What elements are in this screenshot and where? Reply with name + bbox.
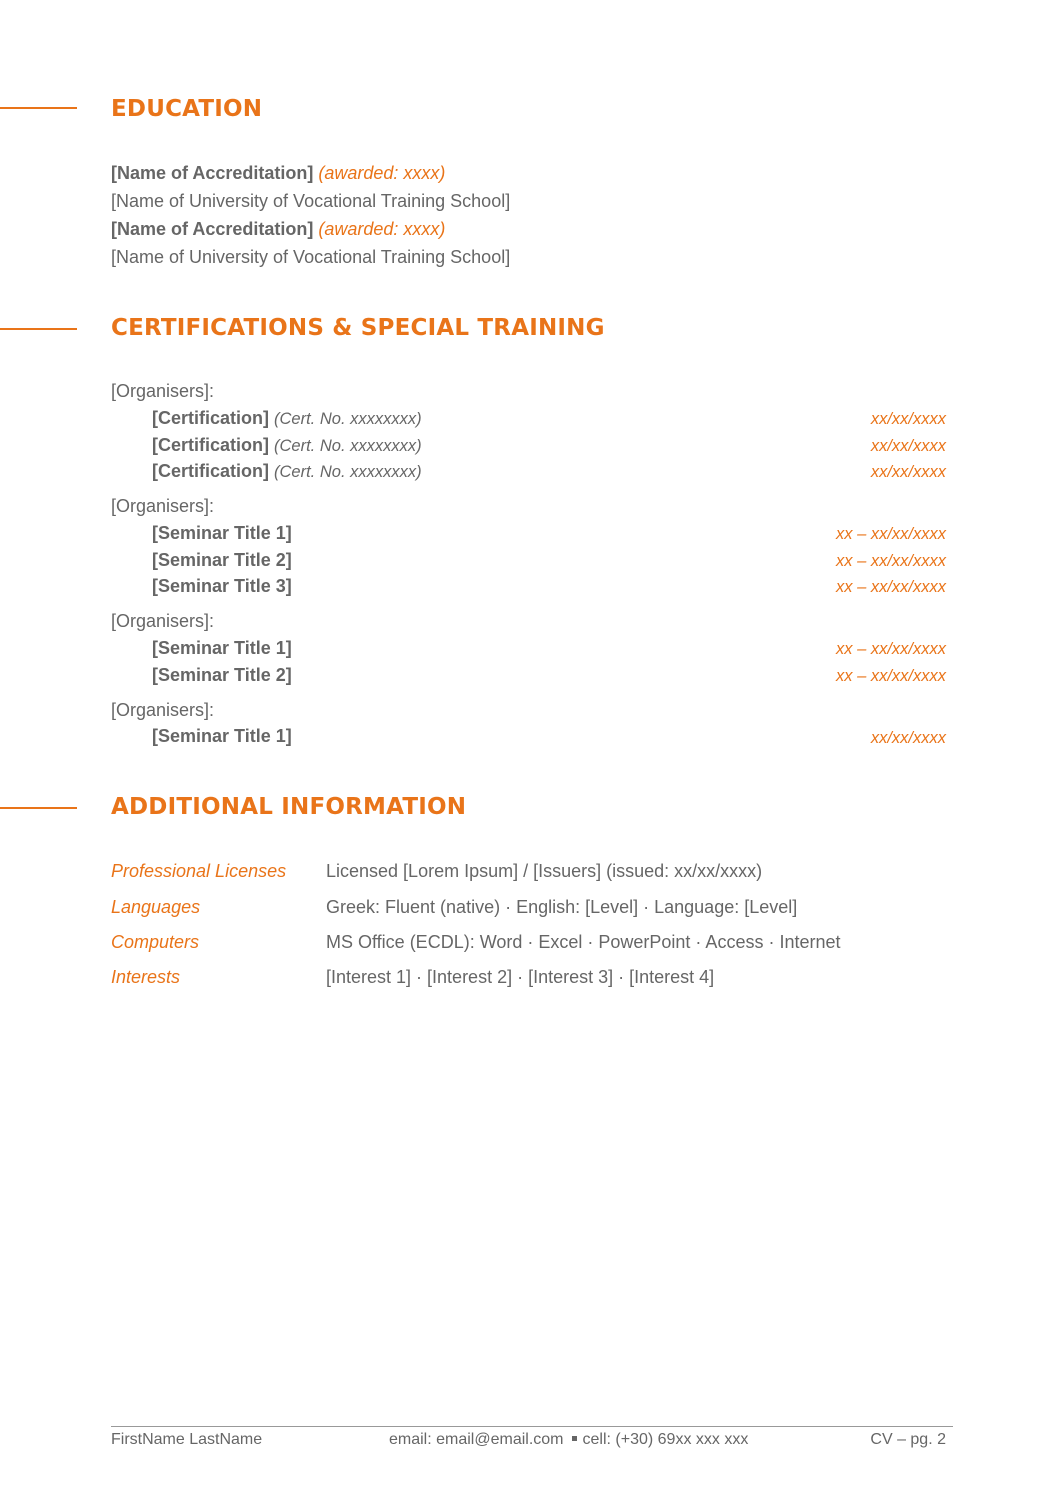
seminar-title: [Seminar Title 1] [152, 726, 292, 746]
seminar-date: xx – xx/xx/xxxx [835, 640, 946, 658]
additional-heading: ADDITIONAL INFORMATION [111, 794, 467, 820]
seminar-title: [Seminar Title 2] [152, 665, 292, 685]
seminar-date: xx – xx/xx/xxxx [835, 525, 946, 543]
education-entry-1 [111, 162, 445, 184]
seminar-title: [Seminar Title 1] [152, 523, 292, 543]
certification-title: [Certification] [152, 461, 269, 481]
education-heading: EDUCATION [111, 96, 263, 122]
section-rule-additional [0, 807, 77, 809]
certification-date: xx/xx/xxxx [870, 410, 946, 428]
info-value: Greek: Fluent (native) · English: [Level] · Language: [Level] [326, 897, 798, 917]
education-school-1: [Name of University of Vocational Training School] [111, 191, 511, 211]
section-rule-certifications [0, 328, 77, 330]
section-rule-education [0, 107, 77, 109]
organiser-label: [Organisers]: [111, 381, 215, 401]
info-value: MS Office (ECDL): Word · Excel · PowerPoint · Access · Internet [326, 932, 841, 952]
seminar-title: [Seminar Title 2] [152, 550, 292, 570]
seminar-title: [Seminar Title 1] [152, 638, 292, 658]
seminar-title: [Seminar Title 3] [152, 576, 292, 596]
certifications-heading: CERTIFICATIONS & SPECIAL TRAINING [111, 315, 605, 341]
seminar-date: xx – xx/xx/xxxx [835, 552, 946, 570]
certification-title: [Certification] [152, 408, 269, 428]
certification-date: xx/xx/xxxx [870, 463, 946, 481]
footer-cell: cell: (+30) 69xx xxx xxx [582, 1431, 749, 1448]
bullet-icon [572, 1436, 577, 1441]
seminar-date: xx – xx/xx/xxxx [835, 667, 946, 685]
seminar-date: xx/xx/xxxx [870, 729, 946, 747]
footer-name: FirstName LastName [111, 1431, 263, 1448]
education-school-2: [Name of University of Vocational Training School] [111, 247, 511, 267]
info-label: Professional Licenses [111, 861, 287, 881]
info-value: Licensed [Lorem Ipsum] / [Issuers] (issued: xx/xx/xxxx) [326, 861, 763, 881]
certification-item [152, 407, 422, 430]
info-value: [Interest 1] · [Interest 2] · [Interest 3] · [Interest 4] [326, 967, 715, 987]
accreditation-name: [Name of Accreditation] [111, 163, 314, 183]
organiser-label: [Organisers]: [111, 611, 215, 631]
certification-number: (Cert. No. xxxxxxxx) [274, 463, 422, 481]
seminar-date: xx – xx/xx/xxxx [835, 578, 946, 596]
awarded-year: (awarded: xxxx) [318, 219, 446, 239]
info-label: Languages [111, 897, 201, 917]
certification-number: (Cert. No. xxxxxxxx) [274, 410, 422, 428]
certification-date: xx/xx/xxxx [870, 437, 946, 455]
info-label: Interests [111, 967, 181, 987]
footer-contact [389, 1431, 748, 1449]
info-label: Computers [111, 932, 200, 952]
organiser-label: [Organisers]: [111, 496, 215, 516]
certification-title: [Certification] [152, 435, 269, 455]
footer-rule [111, 1426, 953, 1427]
certification-item [152, 434, 422, 457]
accreditation-name: [Name of Accreditation] [111, 219, 314, 239]
footer-page-number: CV – pg. 2 [870, 1431, 946, 1448]
certification-item [152, 460, 422, 483]
certification-number: (Cert. No. xxxxxxxx) [274, 437, 422, 455]
education-entry-2 [111, 218, 445, 240]
organiser-label: [Organisers]: [111, 700, 215, 720]
footer-email: email: email@email.com [389, 1431, 564, 1448]
awarded-year: (awarded: xxxx) [318, 163, 446, 183]
